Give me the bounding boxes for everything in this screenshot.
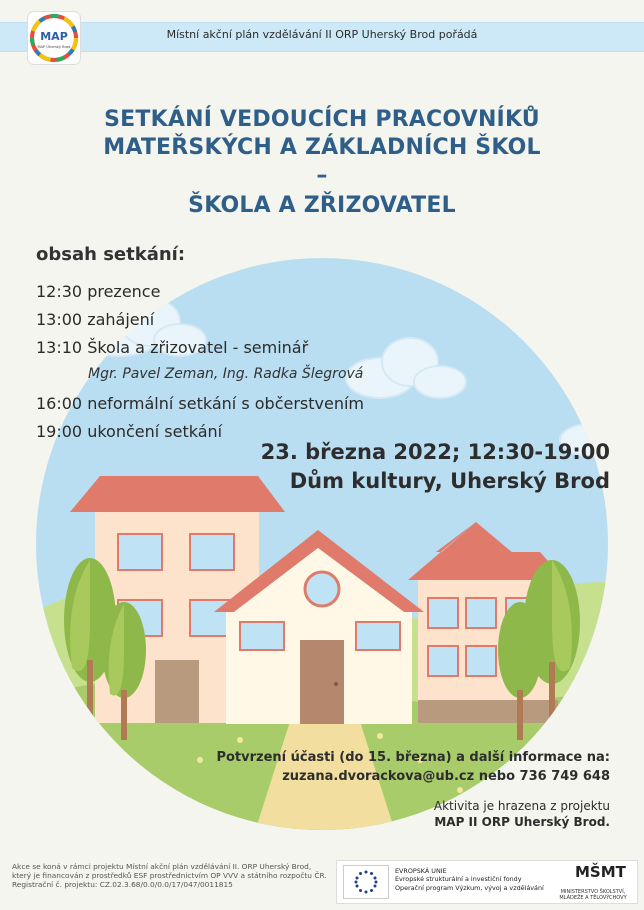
title-line-2: MATEŘSKÝCH A ZÁKLADNÍCH ŠKOL: [103, 135, 541, 160]
program-item: 13:00 zahájení: [36, 310, 155, 329]
program-item: 16:00 neformální setkání s občerstvením: [36, 394, 364, 413]
funding-info: [434, 798, 610, 830]
program-item: 13:10 Škola a zřizovatel - seminář: [36, 338, 309, 357]
event-info: [261, 438, 610, 496]
footer-note: Akce se koná v rámci projektu Místní akční plán vzdělávání II. ORP Uherský Brod, který je financován z prostředků ESF prostřednictvím OP VVV a státního rozpočtu ČR. Registrační č. projektu: CZ.02.3.68/0.0/0.0/17/047/0011815: [12, 862, 327, 889]
eu-line-1: EVROPSKÁ UNIE: [395, 867, 447, 875]
msmt-text: MINISTERSTVO ŠKOLSTVÍ, MLÁDEŽE A TĚLOVÝCHOVY: [559, 889, 627, 901]
eu-flag-icon: [343, 865, 389, 899]
speakers: Mgr. Pavel Zeman, Ing. Radka Šlegrová: [88, 366, 364, 382]
eu-logo-box: [336, 860, 638, 904]
title-dash: –: [316, 163, 328, 188]
funding-line-1: Aktivita je hrazena z projektu: [433, 799, 610, 813]
logo-text: MAP: [40, 30, 68, 43]
program-item: 19:00 ukončení setkání: [36, 422, 223, 441]
contact-info: [216, 748, 610, 786]
event-venue: Dům kultury, Uherský Brod: [289, 469, 610, 493]
fence-right: [418, 700, 558, 723]
logo-subtext: MAP Uherský Brod: [37, 45, 71, 49]
door-center: [300, 640, 344, 724]
msmt-logo: MŠMT: [575, 863, 626, 881]
funding-line-2: MAP II ORP Uherský Brod.: [434, 815, 610, 829]
eu-line-2: Evropské strukturální a investiční fondy: [395, 875, 522, 884]
title-line-1: SETKÁNÍ VEDOUCÍCH PRACOVNÍKŮ: [104, 107, 540, 132]
title-line-3: ŠKOLA A ZŘIZOVATEL: [188, 193, 456, 218]
organizer-text: Místní akční plán vzdělávání II ORP Uherský Brod pořádá: [166, 28, 478, 41]
event-datetime: 23. března 2022; 12:30-19:00: [260, 440, 610, 464]
contact-line-1: Potvrzení účasti (do 15. března) a další informace na:: [216, 750, 610, 765]
eu-text: [395, 867, 544, 892]
round-window: [305, 572, 339, 606]
contact-line-2: zuzana.dvorackova@ub.cz nebo 736 749 648: [282, 769, 610, 784]
eu-line-3: Operační program Výzkum, vývoj a vzdělávání: [395, 883, 544, 892]
door-left: [155, 660, 199, 723]
program-heading: obsah setkání:: [36, 244, 186, 265]
program-item: 12:30 prezence: [36, 282, 161, 301]
roof-left: [70, 476, 285, 512]
